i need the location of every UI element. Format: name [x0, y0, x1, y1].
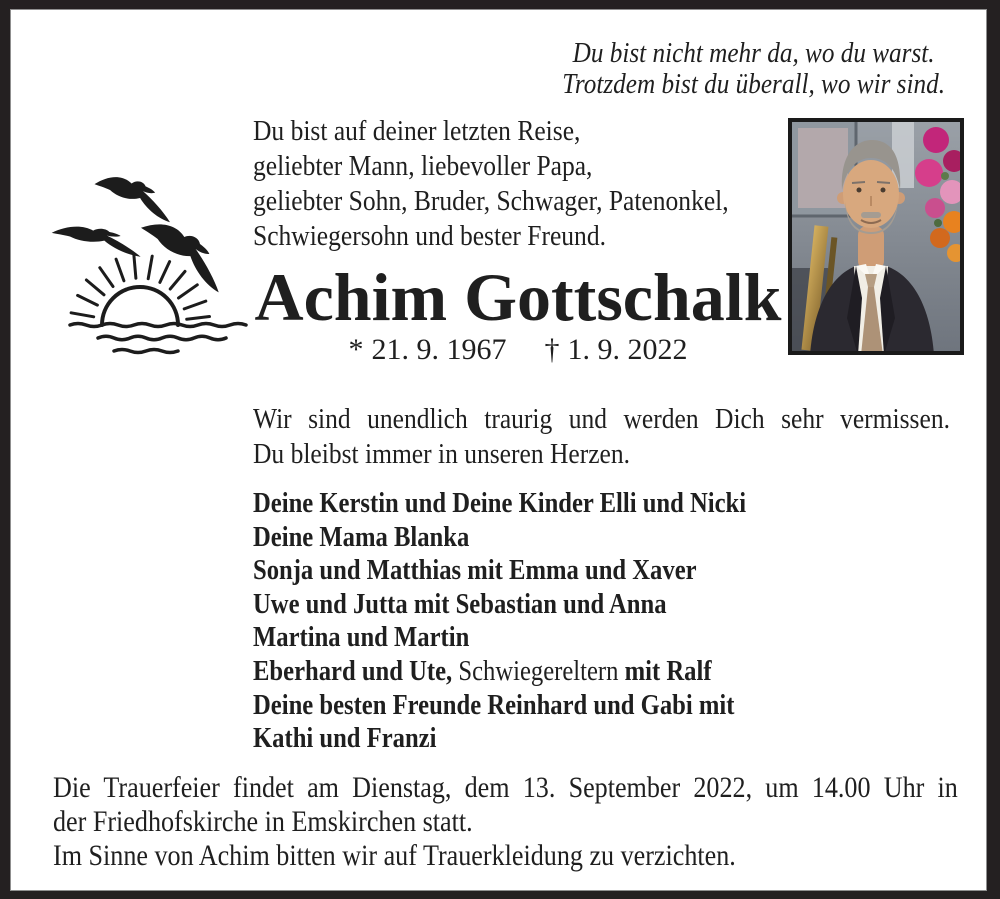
mourner-line: Uwe und Jutta mit Sebastian und Anna — [253, 588, 667, 620]
birth-date: 21. 9. 1967 — [371, 333, 507, 366]
sorrow-line: Wir sind unendlich traurig und werden Dich sehr vermissen. — [253, 403, 950, 435]
bird-silhouettes — [51, 174, 234, 292]
intro-line: geliebter Mann, liebevoller Papa, — [253, 150, 593, 182]
portrait-photo — [788, 118, 964, 355]
mourner-line: Kathi und Franzi — [253, 723, 437, 755]
epigraph-quote — [454, 38, 1000, 100]
mourner-line-bold-suffix: mit Ralf — [624, 655, 712, 687]
funeral-line: der Friedhofskirche in Emskirchen statt. — [53, 804, 473, 838]
death-date-group — [545, 333, 688, 366]
mourner-line-bold-prefix: Eberhard und Ute, — [253, 655, 453, 687]
intro-paragraph — [253, 114, 873, 254]
birth-star-symbol: * — [348, 333, 364, 366]
mourners-list — [253, 487, 903, 756]
mourner-line: Sonja und Matthias mit Emma und Xaver — [253, 555, 697, 587]
sorrow-paragraph — [253, 402, 1000, 472]
epigraph-line-2: Trotzdem bist du überall, wo wir sind. — [562, 69, 946, 100]
sorrow-line: Du bleibst immer in unseren Herzen. — [253, 438, 631, 470]
mourner-line: Deine besten Freunde Reinhard und Gabi mit — [253, 689, 735, 721]
death-date: 1. 9. 2022 — [567, 333, 688, 366]
mourner-line: Martina und Martin — [253, 622, 470, 654]
funeral-line: Die Trauerfeier findet am Dienstag, dem 13. September 2022, um 14.00 Uhr in — [53, 771, 958, 804]
intro-line: geliebter Sohn, Bruder, Schwager, Patenonkel, — [253, 185, 729, 217]
intro-line: Schwiegersohn und bester Freund. — [253, 220, 606, 252]
deceased-name: Achim Gottschalk — [254, 259, 782, 335]
death-cross-symbol: † — [544, 333, 560, 366]
mourner-line-regular-part: Schwiegereltern — [452, 655, 625, 687]
epigraph-line-1: Du bist nicht mehr da, wo du warst. — [573, 38, 935, 69]
funeral-line: Im Sinne von Achim bitten wir auf Trauerkleidung zu verzichten. — [53, 838, 736, 872]
birth-date-group — [349, 333, 507, 366]
life-dates — [253, 334, 783, 366]
mourner-line: Deine Mama Blanka — [253, 521, 470, 553]
funeral-info — [53, 771, 1000, 872]
seagulls-sunset-art-icon — [46, 166, 252, 366]
mourner-line — [253, 655, 825, 689]
setting-sun — [70, 255, 246, 352]
mourner-line: Deine Kerstin und Deine Kinder Elli und Nicki — [253, 488, 747, 519]
intro-line: Du bist auf deiner letzten Reise, — [253, 115, 581, 147]
